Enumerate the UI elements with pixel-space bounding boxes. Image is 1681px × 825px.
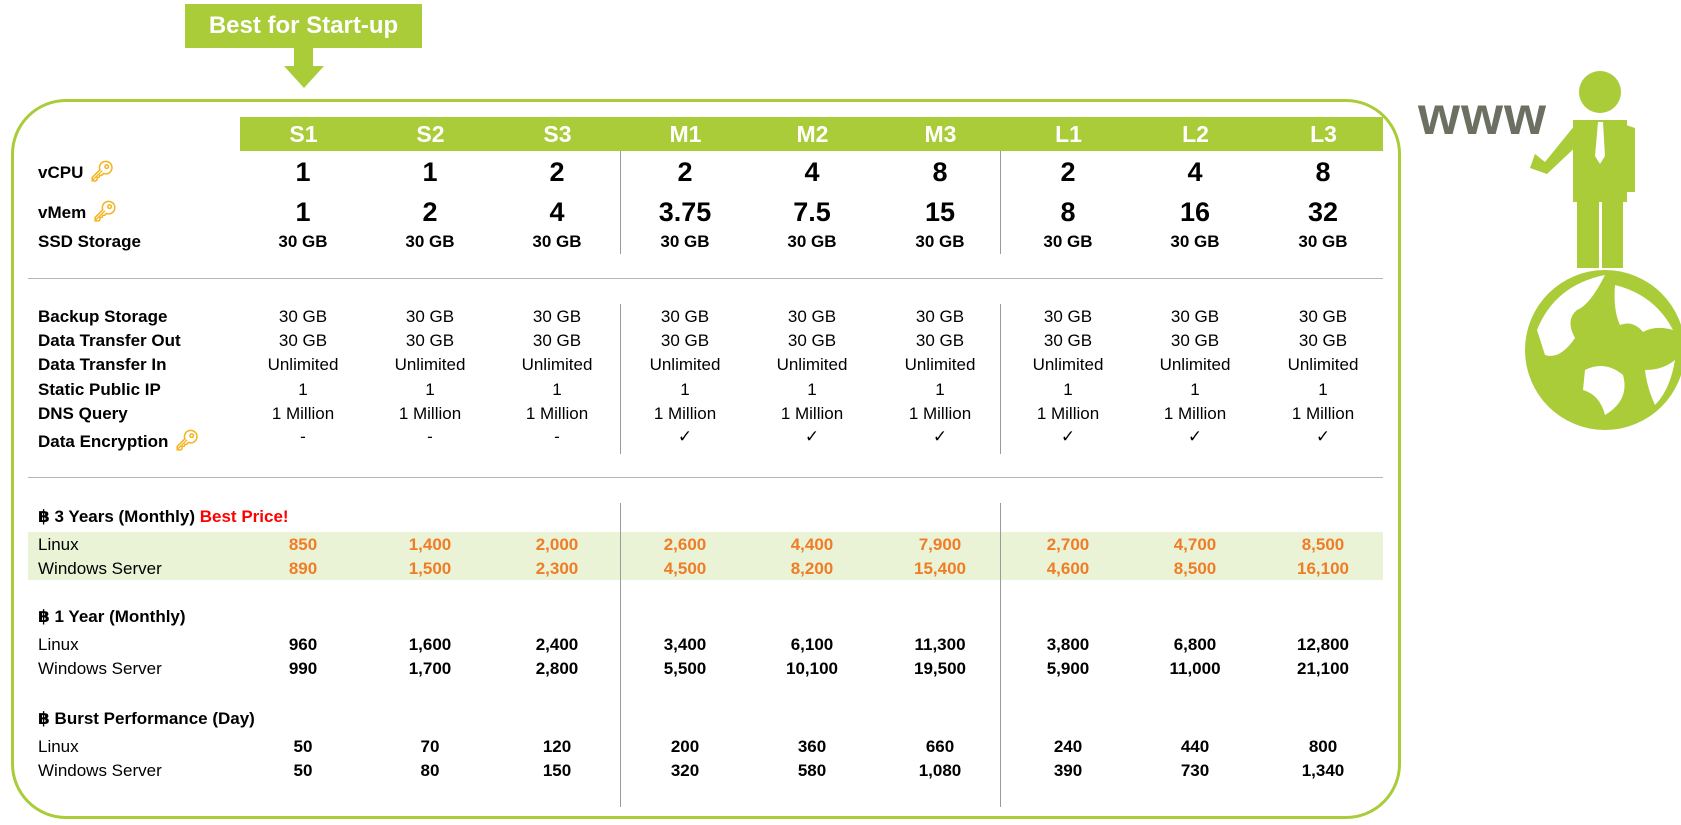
one-year-windows-price: 21,100 [1297,659,1349,678]
key-icon: 🔑︎ [92,201,118,223]
one-year-windows-price: 10,100 [786,659,838,678]
static-ip-value: 1 [1190,380,1200,399]
vmem-value: 7.5 [793,197,831,227]
static-ip-value: 1 [935,380,945,399]
ssd-value: 30 GB [1170,232,1220,251]
three-year-windows-price: 4,600 [1046,559,1090,578]
transfer-out-value: 30 GB [532,331,582,350]
vcpu-value: 1 [422,157,438,187]
burst-windows-price: 50 [293,761,313,780]
ssd-value: 30 GB [915,232,965,251]
burst-linux-price: 70 [420,737,440,756]
static-ip-value: 1 [1063,380,1073,399]
dns-value: 1 Million [780,404,844,423]
plan-header-m3: M3 [924,120,957,147]
burst-windows-price: 730 [1180,761,1210,780]
one-year-windows-price: 1,700 [408,659,452,678]
dns-value: 1 Million [1163,404,1227,423]
static-ip-value: 1 [425,380,435,399]
transfer-in-value: Unlimited [776,355,848,374]
best-for-startup-badge: Best for Start-up [185,4,422,48]
burst-windows-price: 320 [670,761,700,780]
three-year-linux-price: 2,000 [535,535,579,554]
backup-value: 30 GB [1170,307,1220,326]
one-year-windows-price: 990 [288,659,318,678]
encryption-value: ✓ [677,427,693,446]
transfer-in-value: Unlimited [394,355,466,374]
dns-label: DNS Query [38,404,128,423]
three-year-windows-label: Windows Server [38,559,162,578]
encryption-value: - [427,427,433,446]
plan-header-s2: S2 [416,120,445,147]
backup-value: 30 GB [405,307,455,326]
vmem-value: 2 [422,197,438,227]
encryption-label-text: Data Encryption [38,432,169,451]
vmem-value: 8 [1060,197,1076,227]
one-year-title: ฿ 1 Year (Monthly) [38,607,186,626]
transfer-out-value: 30 GB [915,331,965,350]
one-year-linux-price: 2,400 [535,635,579,654]
plan-header-l3: L3 [1310,120,1337,147]
transfer-in-label: Data Transfer In [38,355,167,374]
vcpu-value: 2 [549,157,565,187]
burst-linux-price: 120 [542,737,572,756]
one-year-linux-price: 3,800 [1046,635,1090,654]
vmem-label [38,195,118,229]
encryption-value: ✓ [932,427,948,446]
vcpu-label [38,155,115,189]
one-year-windows-price: 5,500 [663,659,707,678]
transfer-out-label: Data Transfer Out [38,331,181,350]
key-icon: 🔑︎ [89,161,115,183]
three-year-linux-price: 7,900 [918,535,962,554]
three-year-windows-price: 16,100 [1297,559,1349,578]
three-year-windows-price: 8,500 [1173,559,1217,578]
section-divider [28,278,1383,279]
three-year-windows-price: 8,200 [790,559,834,578]
vmem-value: 32 [1307,197,1339,227]
transfer-out-value: 30 GB [660,331,710,350]
ssd-value: 30 GB [660,232,710,251]
section-divider [28,477,1383,478]
transfer-in-value: Unlimited [267,355,339,374]
encryption-value: - [554,427,560,446]
plan-header-m1: M1 [669,120,702,147]
one-year-linux-price: 6,800 [1173,635,1217,654]
ssd-value: 30 GB [1043,232,1093,251]
transfer-out-value: 30 GB [278,331,328,350]
transfer-in-value: Unlimited [1159,355,1231,374]
vcpu-value: 8 [932,157,948,187]
vmem-value: 16 [1179,197,1211,227]
burst-title: ฿ Burst Performance (Day) [38,709,255,728]
encryption-value: ✓ [1315,427,1331,446]
one-year-windows-price: 2,800 [535,659,579,678]
backup-value: 30 GB [915,307,965,326]
ssd-value: 30 GB [532,232,582,251]
key-icon: 🔑︎ [174,430,200,452]
transfer-out-value: 30 GB [405,331,455,350]
plan-header-s3: S3 [543,120,572,147]
three-year-windows-price: 2,300 [535,559,579,578]
transfer-out-value: 30 GB [1043,331,1093,350]
badge-arrow-stem [294,48,313,66]
one-year-windows-price: 5,900 [1046,659,1090,678]
burst-linux-price: 200 [670,737,700,756]
one-year-linux-price: 6,100 [790,635,834,654]
dns-value: 1 Million [653,404,717,423]
encryption-value: ✓ [1187,427,1203,446]
dns-value: 1 Million [398,404,462,423]
burst-linux-price: 50 [293,737,313,756]
transfer-in-value: Unlimited [904,355,976,374]
plan-header-s1: S1 [289,120,318,147]
burst-windows-label: Windows Server [38,761,162,780]
backup-value: 30 GB [1043,307,1093,326]
static-ip-label: Static Public IP [38,380,161,399]
static-ip-value: 1 [1318,380,1328,399]
transfer-in-value: Unlimited [649,355,721,374]
plan-header-l2: L2 [1182,120,1209,147]
encryption-value: ✓ [1060,427,1076,446]
dns-value: 1 Million [1291,404,1355,423]
one-year-windows-label: Windows Server [38,659,162,678]
burst-linux-price: 440 [1180,737,1210,756]
static-ip-value: 1 [298,380,308,399]
vmem-label-text: vMem [38,203,87,222]
transfer-out-value: 30 GB [1298,331,1348,350]
vmem-value: 15 [924,197,956,227]
dns-value: 1 Million [1036,404,1100,423]
ssd-value: 30 GB [405,232,455,251]
three-year-linux-price: 8,500 [1301,535,1345,554]
three-year-linux-price: 1,400 [408,535,452,554]
three-year-linux-price: 2,700 [1046,535,1090,554]
three-year-linux-price: 2,600 [663,535,707,554]
www-text: www [1418,86,1548,146]
one-year-linux-price: 3,400 [663,635,707,654]
three-year-linux-price: 4,700 [1173,535,1217,554]
transfer-in-value: Unlimited [521,355,593,374]
burst-linux-price: 240 [1053,737,1083,756]
ssd-value: 30 GB [787,232,837,251]
best-price-tag: Best Price! [199,507,289,526]
burst-windows-price: 390 [1053,761,1083,780]
transfer-in-value: Unlimited [1032,355,1104,374]
vcpu-value: 2 [677,157,693,187]
vcpu-value: 1 [295,157,311,187]
dns-value: 1 Million [271,404,335,423]
static-ip-value: 1 [807,380,817,399]
backup-value: 30 GB [787,307,837,326]
dns-value: 1 Million [908,404,972,423]
static-ip-value: 1 [552,380,562,399]
transfer-out-value: 30 GB [1170,331,1220,350]
plan-header-m2: M2 [796,120,829,147]
encryption-label [38,429,200,453]
backup-label: Backup Storage [38,307,168,326]
ssd-value: 30 GB [1298,232,1348,251]
burst-windows-price: 80 [420,761,440,780]
three-year-title [38,505,289,529]
static-ip-value: 1 [680,380,690,399]
three-year-windows-price: 4,500 [663,559,707,578]
burst-linux-price: 360 [797,737,827,756]
burst-windows-price: 1,340 [1301,761,1345,780]
burst-linux-price: 660 [925,737,955,756]
one-year-windows-price: 11,000 [1169,659,1221,678]
vcpu-value: 8 [1315,157,1331,187]
backup-value: 30 GB [660,307,710,326]
one-year-linux-price: 960 [288,635,318,654]
vmem-value: 4 [549,197,565,227]
vcpu-value: 2 [1060,157,1076,187]
one-year-linux-price: 11,300 [914,635,966,654]
one-year-linux-price: 12,800 [1297,635,1349,654]
vcpu-value: 4 [1187,157,1203,187]
three-year-linux-price: 4,400 [790,535,834,554]
burst-windows-price: 580 [797,761,827,780]
three-year-windows-price: 890 [288,559,318,578]
three-year-windows-price: 15,400 [914,559,966,578]
three-year-windows-price: 1,500 [408,559,452,578]
vcpu-value: 4 [804,157,820,187]
backup-value: 30 GB [1298,307,1348,326]
person-on-globe-icon [1505,70,1681,430]
three-year-linux-label: Linux [38,535,79,554]
vmem-value: 3.75 [658,197,712,227]
transfer-in-value: Unlimited [1287,355,1359,374]
ssd-label: SSD Storage [38,232,141,251]
backup-value: 30 GB [278,307,328,326]
one-year-linux-price: 1,600 [408,635,452,654]
encryption-value: - [300,427,306,446]
transfer-out-value: 30 GB [787,331,837,350]
three-year-title-text: ฿ 3 Years (Monthly) [38,507,196,526]
vcpu-label-text: vCPU [38,163,84,182]
burst-linux-label: Linux [38,737,79,756]
one-year-linux-label: Linux [38,635,79,654]
vmem-value: 1 [295,197,311,227]
plan-header-l1: L1 [1055,120,1082,147]
one-year-windows-price: 19,500 [914,659,966,678]
burst-linux-price: 800 [1308,737,1338,756]
encryption-value: ✓ [804,427,820,446]
three-year-linux-price: 850 [288,535,318,554]
burst-windows-price: 1,080 [918,761,962,780]
badge-arrow-down-icon [284,66,324,88]
ssd-value: 30 GB [278,232,328,251]
dns-value: 1 Million [525,404,589,423]
burst-windows-price: 150 [542,761,572,780]
backup-value: 30 GB [532,307,582,326]
